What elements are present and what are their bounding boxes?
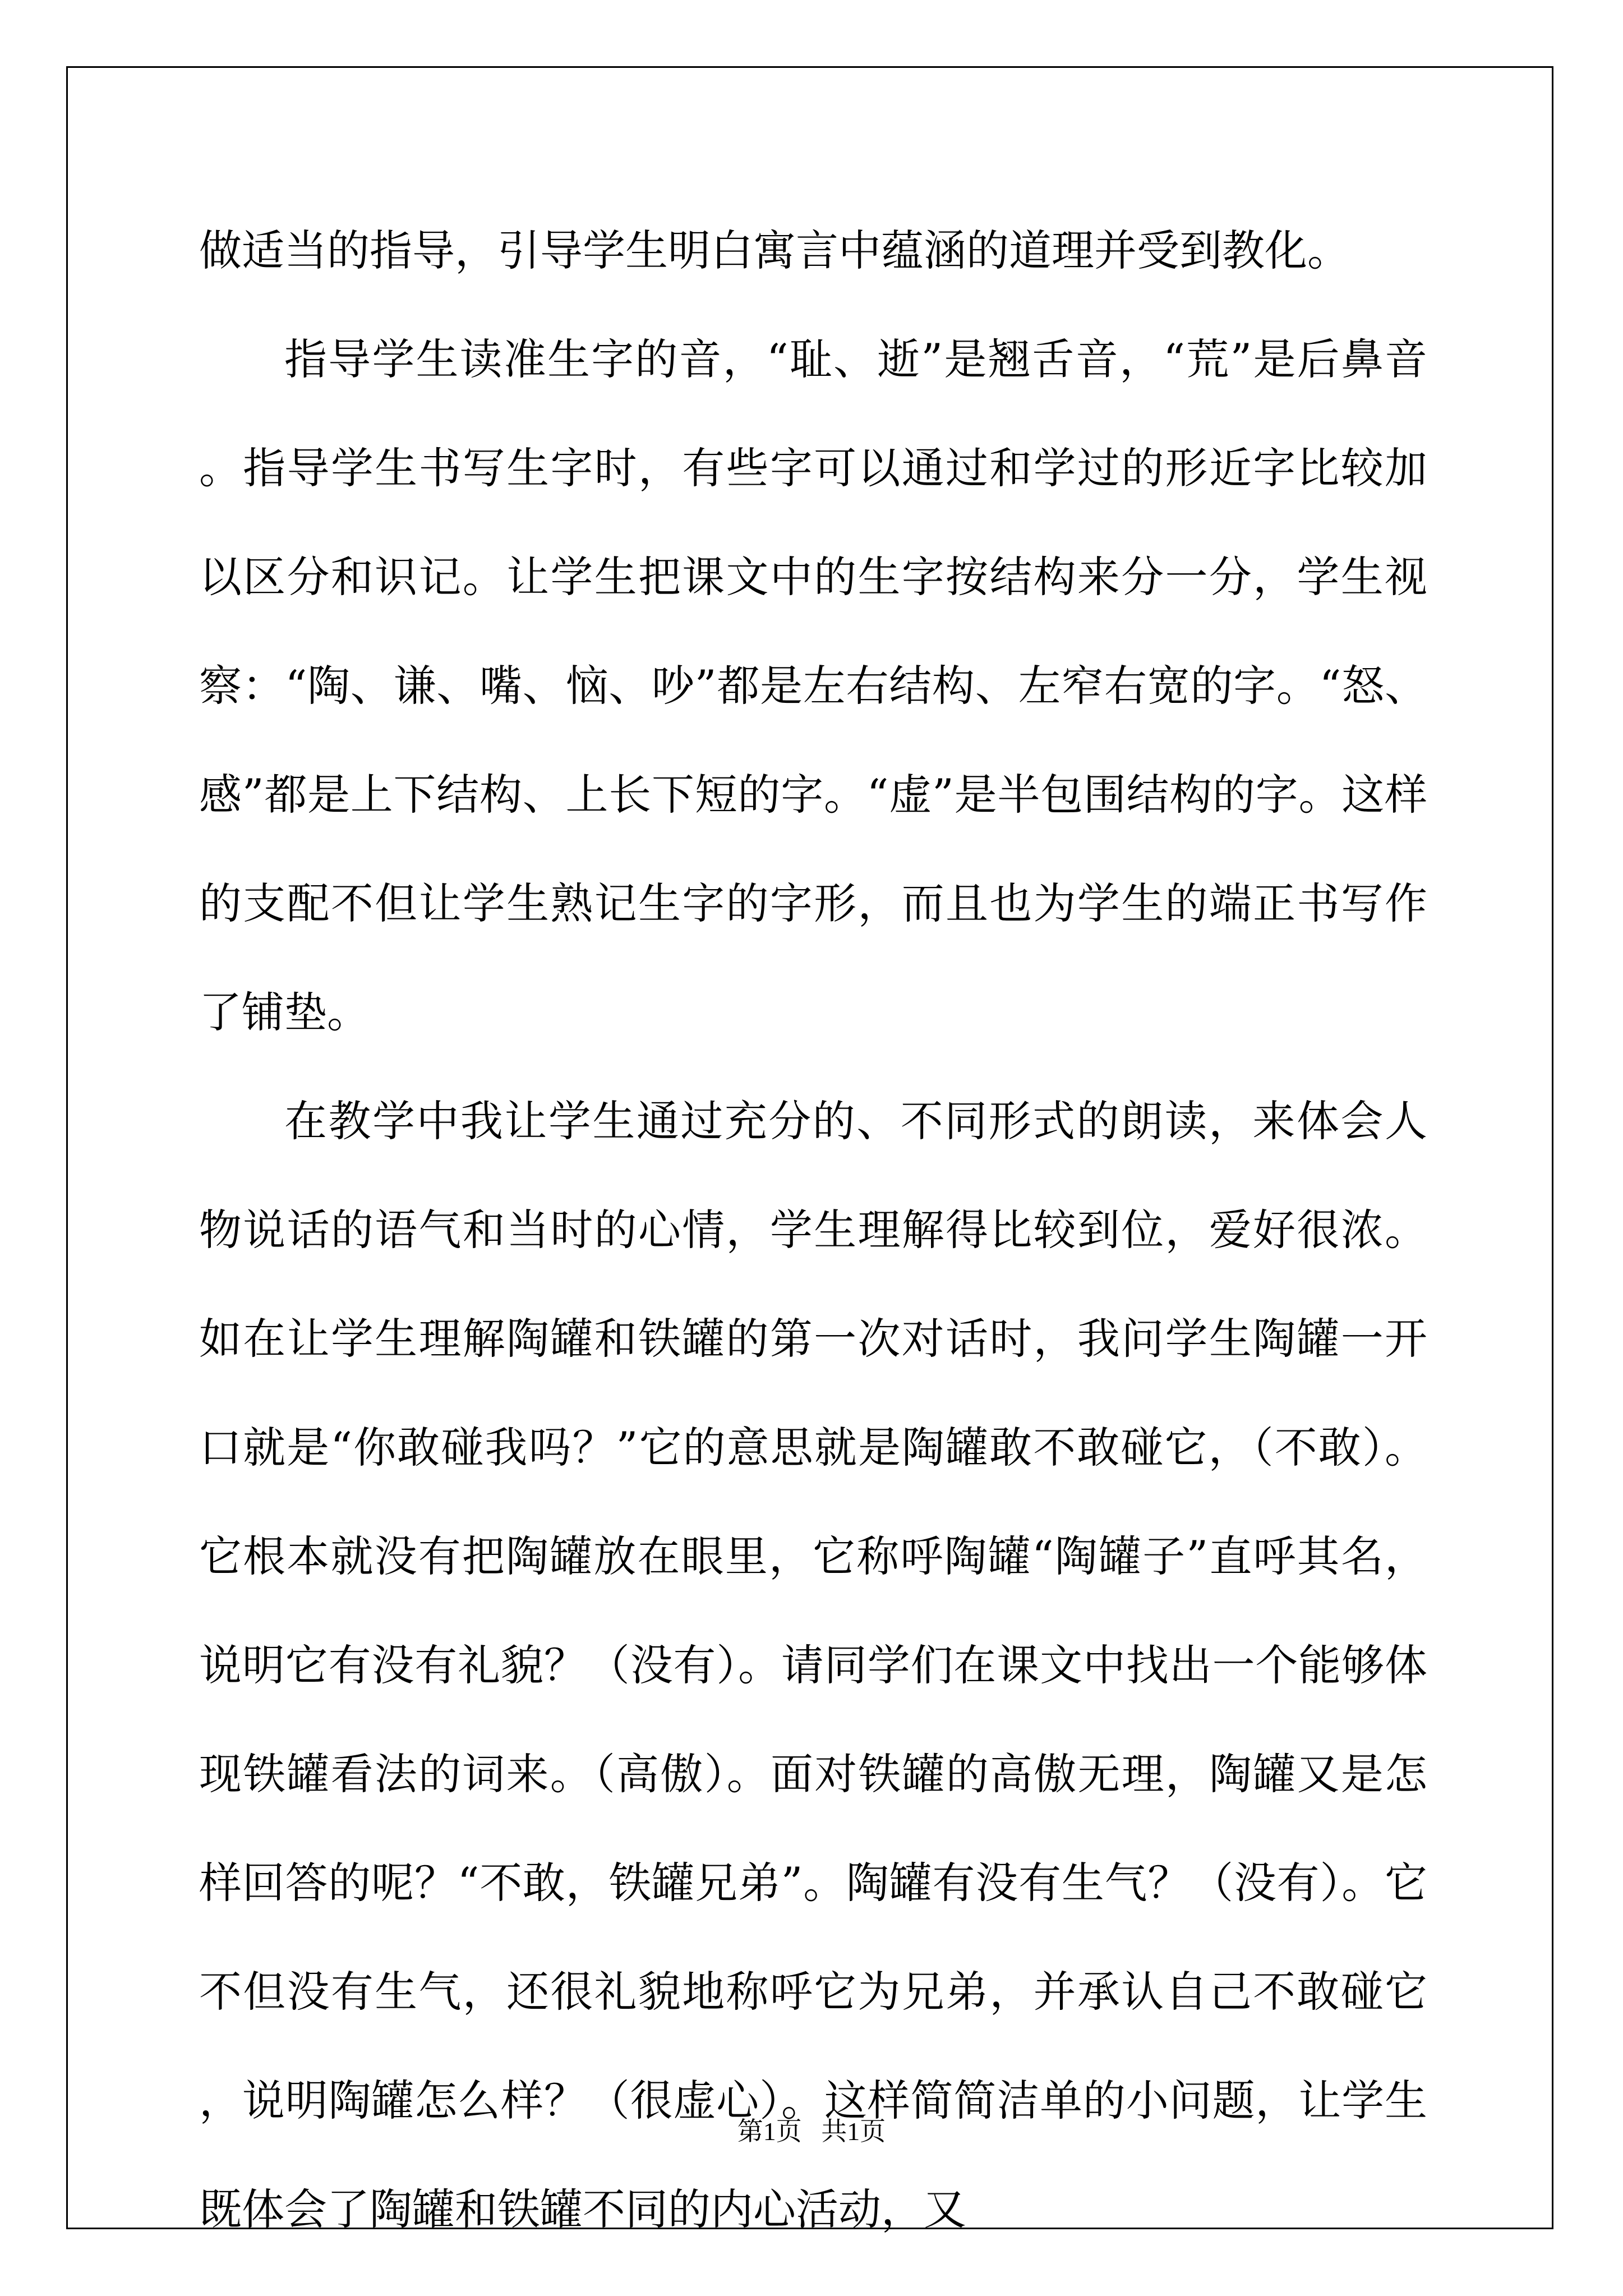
page-number-footer: 第1页 共1页 [737, 2117, 886, 2146]
document-body [199, 196, 1427, 2264]
paragraph-3: 在教学中我让学生通过充分的、不同形式的朗读，来体会人物说话的语气和当时的心情，学生理解得比较到位，爱好很浓。如在让学生理解陶罐和铁罐的第一次对话时，我问学生陶罐一开口就是“你敢碰我吗？”它的意思就是陶罐敢不敢碰它，（不敢）。它根本就没有把陶罐放在眼里，它称呼陶罐“陶罐子”直呼其名，说明它有没有礼貌？（没有）。请同学们在课文中找出一个能够体现铁罐看法的词来。（高傲）。面对铁罐的高傲无理，陶罐又是怎样回答的呢？“不敢，铁罐兄弟”。陶罐有没有生气？（没有）。它不但没有生气，还很礼貌地称呼它为兄弟，并承认自己不敢碰它，说明陶罐怎么样？（很虚心）。这样简简洁单的小问题，让学生既体会了陶罐和铁罐不同的内心活动，又 [199, 1096, 1427, 2234]
paragraph-1: 做适当的指导，引导学生明白寓言中蕴涵的道理并受到教化。 [199, 226, 1350, 275]
paragraph-2: 指导学生读准生字的音，“耻、逝”是翘舌音，“荒”是后鼻音。指导学生书写生字时，有些字可以通过和学过的形近字比较加以区分和识记。让学生把课文中的生字按结构来分一分，学生视察：“陶、谦、嘴、恼、吵”都是左右结构、左窄右宽的字。“怒、感”都是上下结构、上长下短的字。“虚”是半包围结构的字。这样的支配不但让学生熟记生字的字形，而且也为学生的端正书写作了铺垫。 [199, 334, 1427, 1037]
